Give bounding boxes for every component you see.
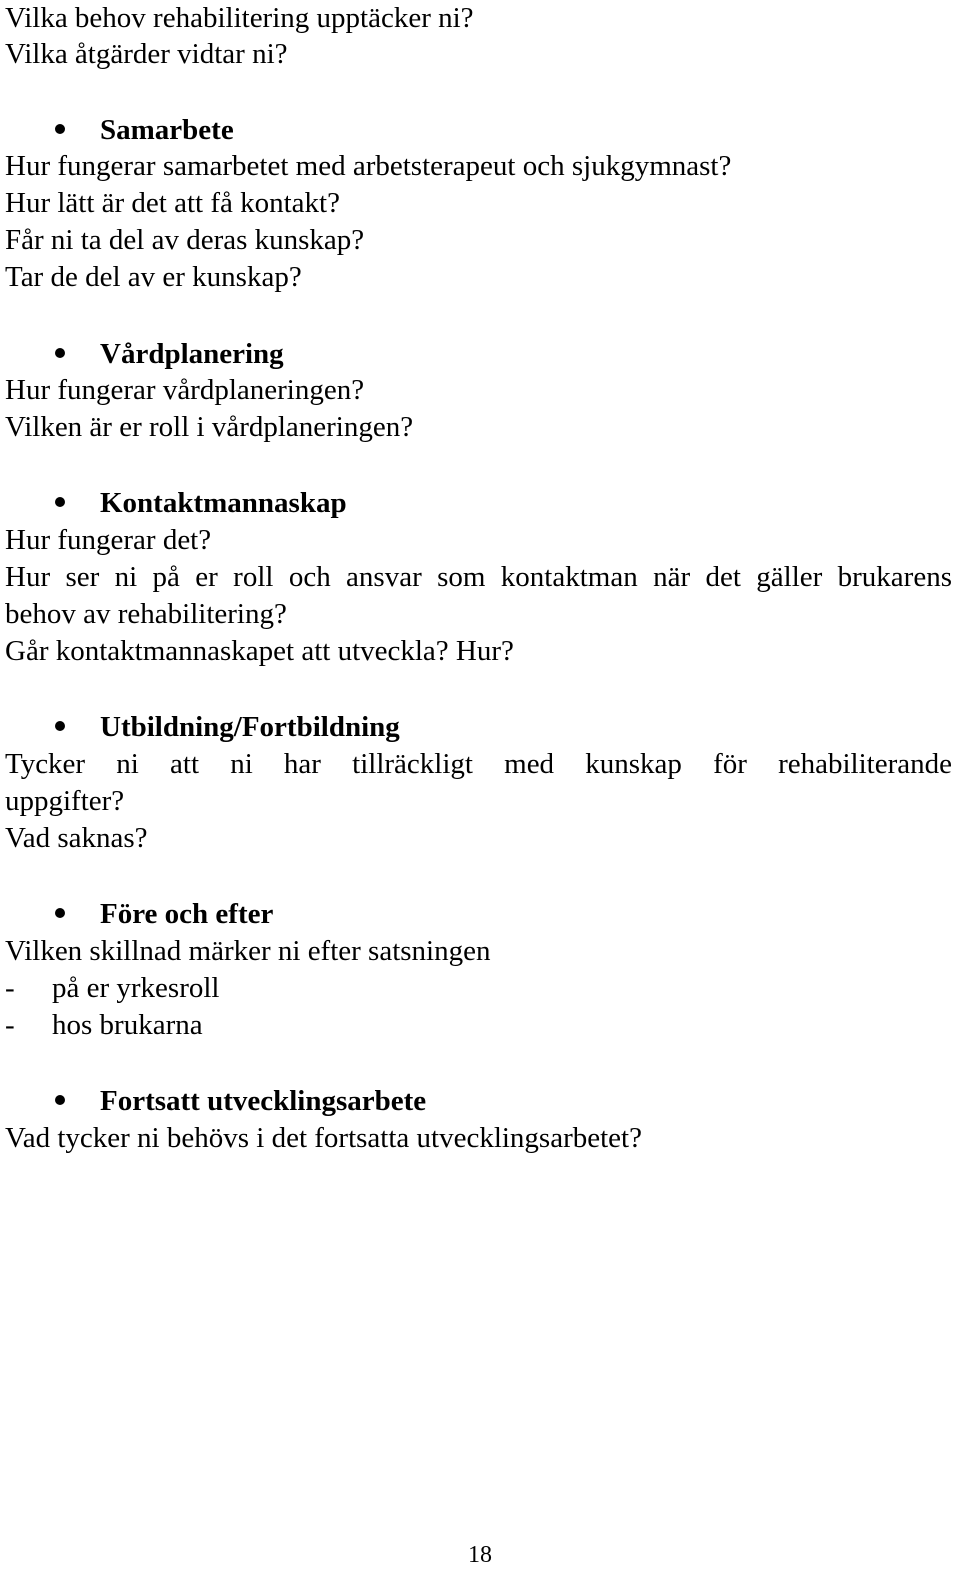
fortsatt-question-1: Vad tycker ni behövs i det fortsatta utvecklingsarbetet? [5,1122,642,1154]
kontaktmannaskap-question-2-line-2: behov av rehabilitering? [5,598,287,630]
intro-line-2: Vilka åtgärder vidtar ni? [5,38,288,70]
samarbete-question-3: Får ni ta del av deras kunskap? [5,224,365,256]
section-heading-utbildning: Utbildning/Fortbildning [55,709,400,746]
page-number: 18 [468,1542,492,1568]
dash-marker: - [5,972,15,1004]
utbildning-question-1-line-2: uppgifter? [5,785,125,817]
section-heading-fortsatt: Fortsatt utvecklingsarbete [55,1083,426,1120]
bullet-icon [55,348,65,358]
fore-efter-question-1: Vilken skillnad märker ni efter satsningen [5,935,491,967]
vardplanering-question-2: Vilken är er roll i vårdplaneringen? [5,411,414,443]
intro-line-1: Vilka behov rehabilitering upptäcker ni? [5,2,474,34]
bullet-icon [55,721,65,731]
samarbete-question-1: Hur fungerar samarbetet med arbetsterapeut och sjukgymnast? [5,150,732,182]
vardplanering-question-1: Hur fungerar vårdplaneringen? [5,374,365,406]
bullet-icon [55,1095,65,1105]
utbildning-question-1-line-1: Tycker ni att ni har tillräckligt med kunskap för rehabiliterande [5,748,952,780]
section-heading-fore-och-efter: Före och efter [55,896,273,933]
bullet-icon [55,908,65,918]
section-heading-samarbete: Samarbete [55,112,234,149]
kontaktmannaskap-question-3: Går kontaktmannaskapet att utveckla? Hur? [5,635,514,667]
dash-list-item: - på er yrkesroll [5,970,220,1007]
utbildning-question-2: Vad saknas? [5,822,148,854]
section-heading-kontaktmannaskap: Kontaktmannaskap [55,485,347,522]
kontaktmannaskap-question-2-line-1: Hur ser ni på er roll och ansvar som kontaktman när det gäller brukarens [5,561,952,593]
dash-list-item: - hos brukarna [5,1007,203,1044]
samarbete-question-2: Hur lätt är det att få kontakt? [5,187,340,219]
dash-marker: - [5,1009,15,1041]
section-heading-vardplanering: Vårdplanering [55,336,284,373]
bullet-icon [55,124,65,134]
kontaktmannaskap-question-1: Hur fungerar det? [5,524,212,556]
bullet-icon [55,497,65,507]
samarbete-question-4: Tar de del av er kunskap? [5,261,302,293]
